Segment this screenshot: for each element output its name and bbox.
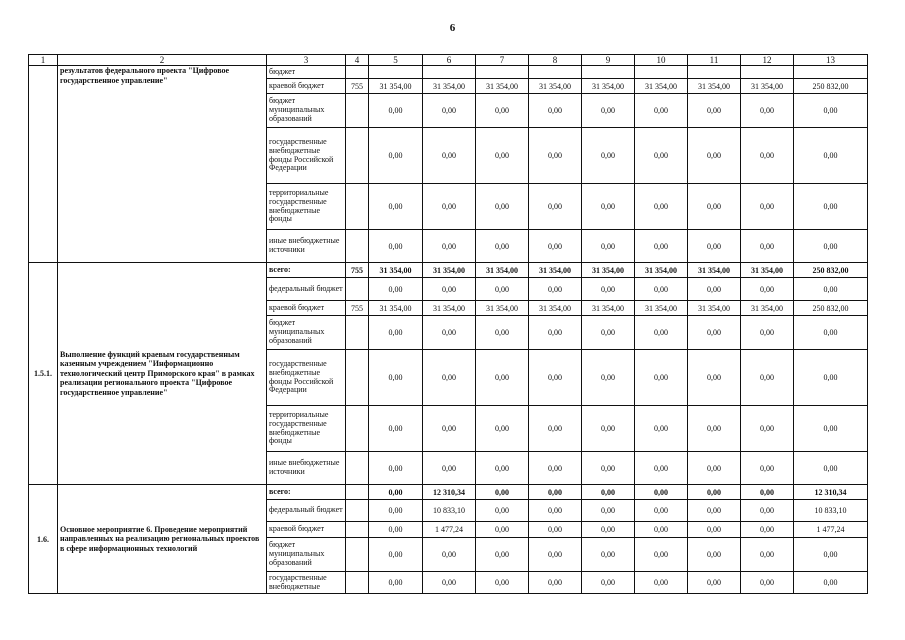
budget-code bbox=[346, 452, 369, 485]
amount-cell: 0,00 bbox=[741, 316, 794, 350]
amount-cell: 0,00 bbox=[741, 94, 794, 128]
amount-cell: 0,00 bbox=[741, 485, 794, 500]
amount-cell: 31 354,00 bbox=[582, 301, 635, 316]
amount-cell: 0,00 bbox=[582, 230, 635, 263]
amount-cell: 31 354,00 bbox=[741, 301, 794, 316]
amount-cell bbox=[529, 66, 582, 79]
funding-source: иные внебюджетные источники bbox=[267, 452, 346, 485]
amount-cell: 0,00 bbox=[582, 278, 635, 301]
amount-cell: 0,00 bbox=[369, 350, 423, 406]
amount-cell: 12 310,34 bbox=[794, 485, 868, 500]
amount-cell: 1 477,24 bbox=[423, 522, 476, 538]
amount-cell: 0,00 bbox=[741, 572, 794, 594]
amount-cell: 0,00 bbox=[476, 500, 529, 522]
amount-cell: 0,00 bbox=[794, 572, 868, 594]
amount-cell: 0,00 bbox=[582, 94, 635, 128]
amount-cell: 0,00 bbox=[688, 406, 741, 452]
budget-code bbox=[346, 522, 369, 538]
amount-cell bbox=[688, 66, 741, 79]
amount-cell: 0,00 bbox=[369, 278, 423, 301]
amount-cell: 31 354,00 bbox=[476, 301, 529, 316]
amount-cell: 0,00 bbox=[423, 184, 476, 230]
amount-cell: 0,00 bbox=[529, 485, 582, 500]
amount-cell bbox=[635, 66, 688, 79]
amount-cell: 0,00 bbox=[476, 522, 529, 538]
amount-cell: 0,00 bbox=[476, 538, 529, 572]
amount-cell: 0,00 bbox=[688, 230, 741, 263]
amount-cell: 31 354,00 bbox=[529, 301, 582, 316]
page-number: 6 bbox=[449, 22, 456, 34]
budget-code bbox=[346, 184, 369, 230]
funding-source: федеральный бюджет bbox=[267, 278, 346, 301]
amount-cell: 0,00 bbox=[741, 522, 794, 538]
funding-source: всего: bbox=[267, 263, 346, 278]
amount-cell: 0,00 bbox=[476, 184, 529, 230]
funding-source: всего: bbox=[267, 485, 346, 500]
amount-cell: 0,00 bbox=[369, 128, 423, 184]
amount-cell: 0,00 bbox=[635, 522, 688, 538]
amount-cell: 0,00 bbox=[582, 316, 635, 350]
item-description: результатов федерального проекта "Цифровое государственное управление" bbox=[58, 66, 267, 263]
amount-cell: 31 354,00 bbox=[688, 301, 741, 316]
amount-cell: 10 833,10 bbox=[423, 500, 476, 522]
column-header-10: 10 bbox=[635, 55, 688, 66]
table-body bbox=[29, 55, 868, 594]
amount-cell: 0,00 bbox=[423, 128, 476, 184]
amount-cell: 31 354,00 bbox=[423, 79, 476, 94]
amount-cell: 0,00 bbox=[635, 350, 688, 406]
amount-cell: 31 354,00 bbox=[741, 263, 794, 278]
amount-cell: 10 833,10 bbox=[794, 500, 868, 522]
amount-cell: 0,00 bbox=[741, 538, 794, 572]
amount-cell: 0,00 bbox=[635, 184, 688, 230]
amount-cell: 0,00 bbox=[688, 184, 741, 230]
budget-code bbox=[346, 350, 369, 406]
budget-code bbox=[346, 485, 369, 500]
amount-cell: 0,00 bbox=[741, 128, 794, 184]
amount-cell bbox=[423, 66, 476, 79]
column-header-8: 8 bbox=[529, 55, 582, 66]
amount-cell: 31 354,00 bbox=[529, 79, 582, 94]
amount-cell: 0,00 bbox=[369, 500, 423, 522]
amount-cell: 31 354,00 bbox=[688, 79, 741, 94]
amount-cell: 0,00 bbox=[529, 316, 582, 350]
amount-cell: 0,00 bbox=[741, 230, 794, 263]
amount-cell bbox=[476, 66, 529, 79]
amount-cell: 0,00 bbox=[476, 406, 529, 452]
amount-cell: 250 832,00 bbox=[794, 301, 868, 316]
amount-cell: 0,00 bbox=[423, 278, 476, 301]
amount-cell: 0,00 bbox=[529, 452, 582, 485]
column-header-13: 13 bbox=[794, 55, 868, 66]
amount-cell: 0,00 bbox=[794, 350, 868, 406]
amount-cell: 31 354,00 bbox=[635, 301, 688, 316]
funding-source: краевой бюджет bbox=[267, 79, 346, 94]
amount-cell: 0,00 bbox=[476, 485, 529, 500]
amount-cell: 0,00 bbox=[529, 128, 582, 184]
column-header-7: 7 bbox=[476, 55, 529, 66]
item-code: 1.6. bbox=[29, 485, 58, 594]
amount-cell: 31 354,00 bbox=[476, 79, 529, 94]
amount-cell: 0,00 bbox=[423, 230, 476, 263]
amount-cell: 0,00 bbox=[369, 406, 423, 452]
amount-cell: 31 354,00 bbox=[582, 263, 635, 278]
amount-cell: 0,00 bbox=[688, 278, 741, 301]
budget-code bbox=[346, 406, 369, 452]
amount-cell: 0,00 bbox=[476, 128, 529, 184]
budget-code bbox=[346, 538, 369, 572]
amount-cell: 31 354,00 bbox=[423, 263, 476, 278]
amount-cell: 0,00 bbox=[369, 94, 423, 128]
amount-cell: 31 354,00 bbox=[476, 263, 529, 278]
amount-cell: 0,00 bbox=[369, 572, 423, 594]
amount-cell: 0,00 bbox=[794, 316, 868, 350]
amount-cell: 0,00 bbox=[423, 94, 476, 128]
amount-cell: 0,00 bbox=[741, 184, 794, 230]
budget-code: 755 bbox=[346, 263, 369, 278]
item-code: 1.5.1. bbox=[29, 263, 58, 485]
amount-cell: 0,00 bbox=[688, 128, 741, 184]
amount-cell: 0,00 bbox=[794, 538, 868, 572]
amount-cell: 0,00 bbox=[369, 522, 423, 538]
amount-cell: 0,00 bbox=[741, 500, 794, 522]
amount-cell: 0,00 bbox=[688, 500, 741, 522]
amount-cell: 0,00 bbox=[794, 94, 868, 128]
column-header-1: 1 bbox=[29, 55, 58, 66]
amount-cell: 0,00 bbox=[794, 128, 868, 184]
amount-cell: 0,00 bbox=[529, 538, 582, 572]
amount-cell: 31 354,00 bbox=[635, 79, 688, 94]
amount-cell: 0,00 bbox=[688, 522, 741, 538]
amount-cell: 0,00 bbox=[423, 350, 476, 406]
funding-source: краевой бюджет bbox=[267, 301, 346, 316]
amount-cell: 31 354,00 bbox=[369, 263, 423, 278]
column-header-9: 9 bbox=[582, 55, 635, 66]
amount-cell: 0,00 bbox=[369, 485, 423, 500]
column-header-12: 12 bbox=[741, 55, 794, 66]
amount-cell: 0,00 bbox=[635, 485, 688, 500]
funding-source: государственные внебюджетные фонды Российской Федерации bbox=[267, 350, 346, 406]
funding-source: бюджет муниципальных образований bbox=[267, 316, 346, 350]
amount-cell: 0,00 bbox=[476, 230, 529, 263]
budget-code bbox=[346, 278, 369, 301]
amount-cell: 0,00 bbox=[635, 538, 688, 572]
amount-cell: 1 477,24 bbox=[794, 522, 868, 538]
header-row bbox=[29, 55, 868, 66]
table-row bbox=[29, 485, 868, 500]
amount-cell: 0,00 bbox=[582, 538, 635, 572]
budget-code: 755 bbox=[346, 301, 369, 316]
amount-cell: 0,00 bbox=[741, 406, 794, 452]
item-code bbox=[29, 66, 58, 263]
amount-cell: 0,00 bbox=[423, 538, 476, 572]
budget-table bbox=[28, 54, 868, 594]
amount-cell: 0,00 bbox=[741, 452, 794, 485]
amount-cell: 0,00 bbox=[423, 452, 476, 485]
amount-cell: 31 354,00 bbox=[423, 301, 476, 316]
column-header-2: 2 bbox=[58, 55, 267, 66]
amount-cell: 250 832,00 bbox=[794, 79, 868, 94]
amount-cell: 250 832,00 bbox=[794, 263, 868, 278]
table-row bbox=[29, 66, 868, 79]
funding-source: территориальные государственные внебюджетные фонды bbox=[267, 406, 346, 452]
amount-cell: 0,00 bbox=[582, 452, 635, 485]
funding-source: иные внебюджетные источники bbox=[267, 230, 346, 263]
amount-cell: 0,00 bbox=[635, 500, 688, 522]
amount-cell: 0,00 bbox=[635, 316, 688, 350]
amount-cell: 0,00 bbox=[635, 94, 688, 128]
amount-cell: 0,00 bbox=[688, 485, 741, 500]
budget-code bbox=[346, 316, 369, 350]
amount-cell: 0,00 bbox=[794, 406, 868, 452]
amount-cell: 0,00 bbox=[741, 278, 794, 301]
item-description: Основное мероприятие 6. Проведение мероприятий направленных на реализацию региональных проектов в сфере информационных технологий bbox=[58, 485, 267, 594]
amount-cell: 0,00 bbox=[369, 184, 423, 230]
amount-cell: 0,00 bbox=[635, 278, 688, 301]
funding-source: государственные внебюджетные фонды Российской Федерации bbox=[267, 128, 346, 184]
amount-cell: 0,00 bbox=[423, 406, 476, 452]
amount-cell: 0,00 bbox=[794, 184, 868, 230]
amount-cell: 0,00 bbox=[529, 278, 582, 301]
amount-cell: 0,00 bbox=[582, 572, 635, 594]
column-header-11: 11 bbox=[688, 55, 741, 66]
amount-cell: 0,00 bbox=[582, 522, 635, 538]
amount-cell: 0,00 bbox=[423, 316, 476, 350]
amount-cell: 0,00 bbox=[529, 572, 582, 594]
funding-source: территориальные государственные внебюджетные фонды bbox=[267, 184, 346, 230]
amount-cell: 0,00 bbox=[529, 230, 582, 263]
amount-cell: 0,00 bbox=[476, 452, 529, 485]
amount-cell: 0,00 bbox=[529, 94, 582, 128]
amount-cell: 0,00 bbox=[688, 572, 741, 594]
amount-cell: 0,00 bbox=[794, 230, 868, 263]
amount-cell bbox=[741, 66, 794, 79]
amount-cell: 0,00 bbox=[529, 350, 582, 406]
amount-cell bbox=[582, 66, 635, 79]
amount-cell: 0,00 bbox=[688, 350, 741, 406]
amount-cell: 0,00 bbox=[369, 452, 423, 485]
column-header-5: 5 bbox=[369, 55, 423, 66]
amount-cell: 0,00 bbox=[635, 452, 688, 485]
funding-source: краевой бюджет bbox=[267, 522, 346, 538]
budget-code bbox=[346, 572, 369, 594]
amount-cell: 0,00 bbox=[794, 452, 868, 485]
funding-source: бюджет муниципальных образований bbox=[267, 94, 346, 128]
amount-cell: 0,00 bbox=[423, 572, 476, 594]
amount-cell: 0,00 bbox=[476, 278, 529, 301]
amount-cell: 31 354,00 bbox=[582, 79, 635, 94]
amount-cell: 31 354,00 bbox=[635, 263, 688, 278]
column-header-3: 3 bbox=[267, 55, 346, 66]
funding-source: федеральный бюджет bbox=[267, 500, 346, 522]
funding-source: государственные внебюджетные bbox=[267, 572, 346, 594]
budget-code: 755 bbox=[346, 79, 369, 94]
amount-cell: 0,00 bbox=[582, 128, 635, 184]
amount-cell: 0,00 bbox=[369, 316, 423, 350]
amount-cell: 31 354,00 bbox=[369, 301, 423, 316]
amount-cell: 0,00 bbox=[476, 572, 529, 594]
amount-cell: 0,00 bbox=[635, 128, 688, 184]
amount-cell: 0,00 bbox=[529, 522, 582, 538]
budget-code bbox=[346, 500, 369, 522]
amount-cell bbox=[794, 66, 868, 79]
budget-code bbox=[346, 66, 369, 79]
budget-code bbox=[346, 94, 369, 128]
funding-source: бюджет муниципальных образований bbox=[267, 538, 346, 572]
column-header-4: 4 bbox=[346, 55, 369, 66]
budget-code bbox=[346, 230, 369, 263]
amount-cell: 0,00 bbox=[635, 230, 688, 263]
amount-cell bbox=[369, 66, 423, 79]
amount-cell: 0,00 bbox=[688, 452, 741, 485]
funding-source: бюджет bbox=[267, 66, 346, 79]
amount-cell: 0,00 bbox=[635, 406, 688, 452]
amount-cell: 0,00 bbox=[582, 485, 635, 500]
amount-cell: 0,00 bbox=[476, 316, 529, 350]
amount-cell: 0,00 bbox=[582, 350, 635, 406]
amount-cell: 0,00 bbox=[529, 184, 582, 230]
amount-cell: 0,00 bbox=[476, 350, 529, 406]
amount-cell: 0,00 bbox=[369, 538, 423, 572]
amount-cell: 0,00 bbox=[794, 278, 868, 301]
amount-cell: 0,00 bbox=[582, 184, 635, 230]
amount-cell: 31 354,00 bbox=[529, 263, 582, 278]
table-row bbox=[29, 263, 868, 278]
amount-cell: 0,00 bbox=[688, 316, 741, 350]
amount-cell: 12 310,34 bbox=[423, 485, 476, 500]
amount-cell: 0,00 bbox=[476, 94, 529, 128]
amount-cell: 0,00 bbox=[635, 572, 688, 594]
amount-cell: 0,00 bbox=[688, 94, 741, 128]
column-header-6: 6 bbox=[423, 55, 476, 66]
amount-cell: 0,00 bbox=[529, 500, 582, 522]
item-description: Выполнение функций краевым государственным казенным учреждением "Информационно технологический центр Приморского края" в рамках реализации регионального проекта "Цифровое государственное управление" bbox=[58, 263, 267, 485]
amount-cell: 0,00 bbox=[582, 500, 635, 522]
budget-code bbox=[346, 128, 369, 184]
amount-cell: 0,00 bbox=[529, 406, 582, 452]
amount-cell: 31 354,00 bbox=[741, 79, 794, 94]
amount-cell: 0,00 bbox=[688, 538, 741, 572]
amount-cell: 0,00 bbox=[369, 230, 423, 263]
amount-cell: 31 354,00 bbox=[688, 263, 741, 278]
amount-cell: 31 354,00 bbox=[369, 79, 423, 94]
amount-cell: 0,00 bbox=[741, 350, 794, 406]
amount-cell: 0,00 bbox=[582, 406, 635, 452]
